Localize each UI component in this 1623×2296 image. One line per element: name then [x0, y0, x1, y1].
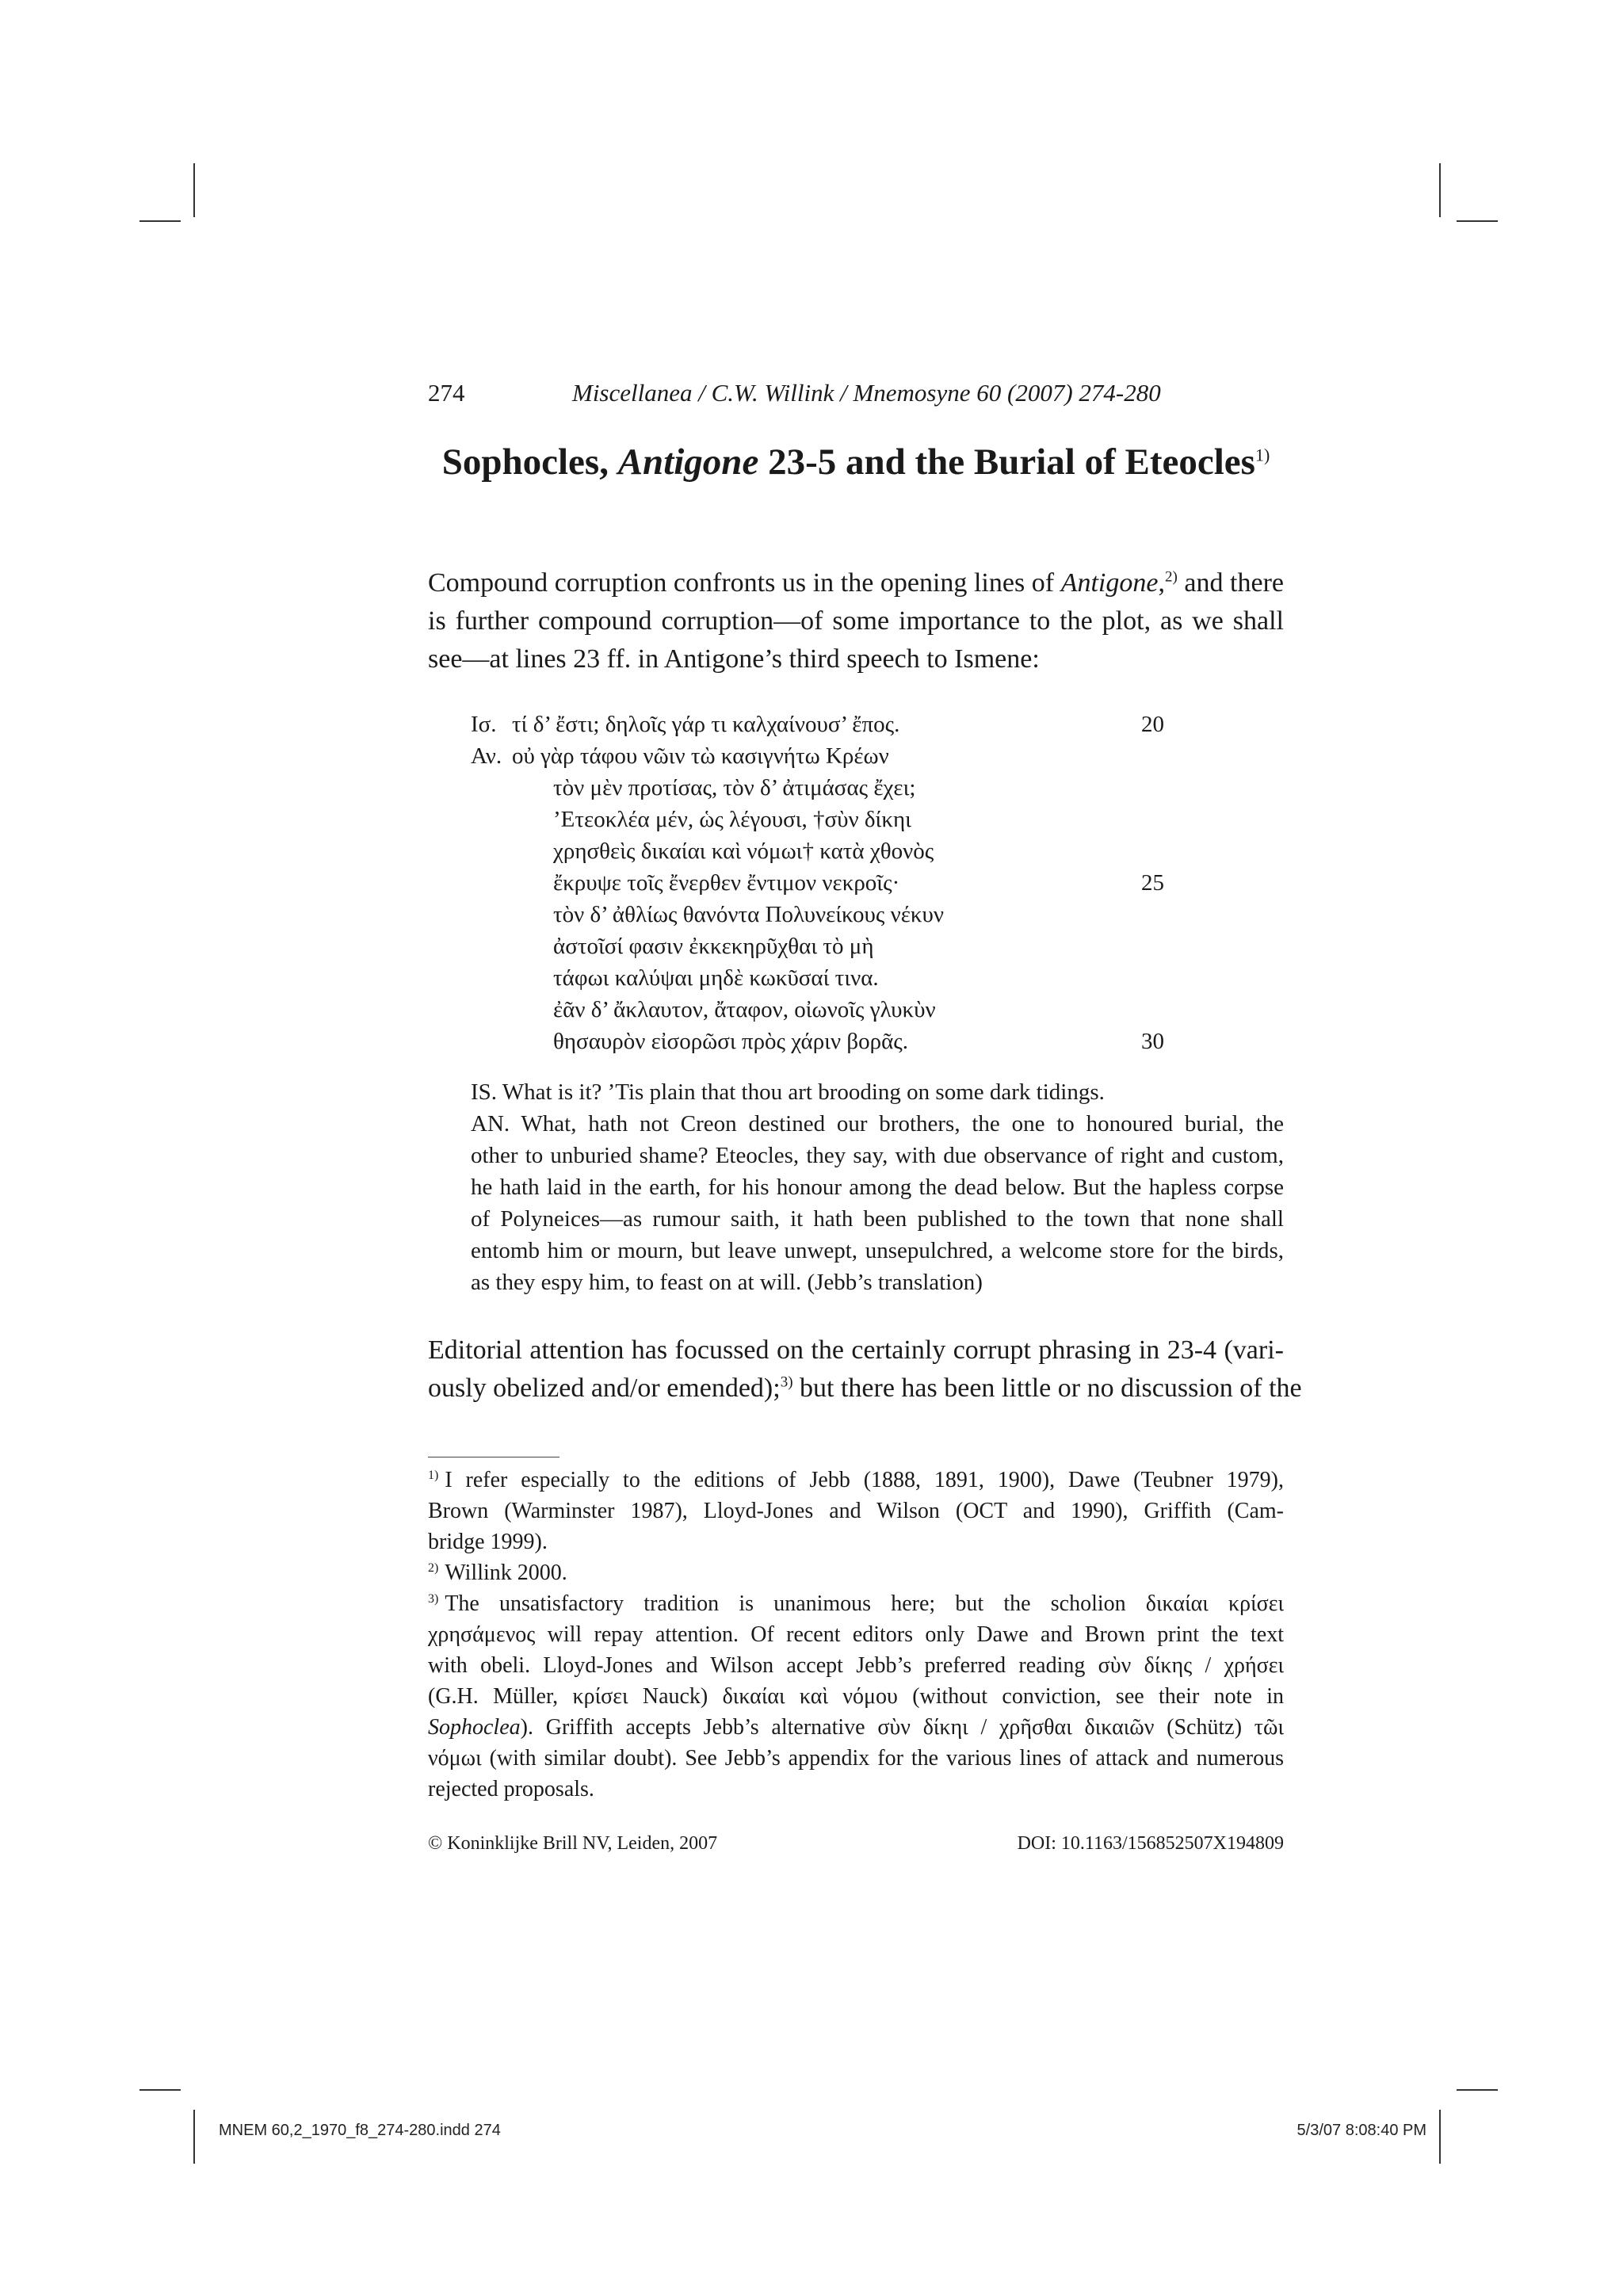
body-paragraph — [428, 1331, 1302, 1408]
footnote-ref[interactable]: 2) — [1164, 568, 1178, 586]
print-slug-file: MNEM 60,2_1970_f8_274-280.indd 274 — [219, 2122, 501, 2139]
speaker-label: Αν. — [471, 743, 502, 769]
footnote-ref[interactable]: 3) — [780, 1373, 793, 1391]
text-span: , — [1158, 568, 1165, 598]
translation-block — [471, 1076, 1284, 1298]
crop-mark — [1439, 2110, 1441, 2164]
footnote-mark: 2) — [428, 1561, 439, 1575]
line-number: 25 — [1141, 870, 1164, 896]
translation-line: entomb him or mourn, but leave unwept, unsepulchred, a welcome store for the birds, — [471, 1238, 1284, 1263]
crop-mark — [139, 2089, 181, 2091]
footnote-ref[interactable]: 1) — [1254, 445, 1270, 465]
text-span: I refer especially to the editions of Jebb (1888, 1891, 1900), Dawe (Teubner 1979), — [445, 1468, 1284, 1492]
line-number: 20 — [1141, 712, 1164, 737]
footnote-3 — [428, 1588, 1284, 1805]
text-line — [428, 564, 1284, 602]
footnote-line: χρησάμενος will repay attention. Of recent editors only Dawe and Brown print the text — [428, 1622, 1284, 1647]
crop-mark — [193, 2110, 195, 2164]
greek-line — [471, 712, 1164, 743]
footnote-line: bridge 1999). — [428, 1530, 548, 1554]
text-span: ously obelized and/or emended); — [428, 1373, 781, 1403]
title-suffix: 23-5 and the Burial of Eteocles — [758, 441, 1255, 483]
greek-line — [471, 997, 936, 1029]
verse-text: ἔκρυψε τοῖς ἔνερθεν ἔντιμον νεκροῖς· — [553, 870, 900, 896]
italic-span: Sophoclea — [428, 1715, 521, 1740]
crop-mark — [1439, 163, 1441, 217]
greek-line — [471, 743, 889, 775]
text-span: but there has been little or no discussion of the — [792, 1373, 1302, 1403]
verse-text: ’Ετεοκλέα μέν, ὡς λέγουσι, †σὺν δίκηι — [553, 807, 911, 832]
translation-line: of Polyneices—as rumour saith, it hath been published to the town that none shall — [471, 1206, 1284, 1232]
footnote-line: Brown (Warminster 1987), Lloyd-Jones and Wilson (OCT and 1990), Griffith (Cam- — [428, 1499, 1284, 1523]
greek-line — [471, 839, 934, 870]
text-line: Editorial attention has focussed on the certainly corrupt phrasing in 23-4 (vari- — [428, 1335, 1284, 1365]
text-span: Willink 2000. — [445, 1561, 567, 1585]
text-span: ). Griffith accepts Jebb’s alternative σὺν δίκηι / χρῆσθαι δικαιῶν (Schütz) τῶι — [520, 1715, 1284, 1740]
crop-mark — [139, 220, 181, 222]
doi: DOI: 10.1163/156852507X194809 — [1017, 1833, 1284, 1854]
crop-mark — [1457, 220, 1498, 222]
speaker-label: Ισ. — [471, 712, 497, 737]
crop-mark — [193, 163, 195, 217]
translation-line: other to unburied shame? Eteocles, they say, with due observance of right and custom, — [471, 1143, 1284, 1168]
text-span: The unsatisfactory tradition is unanimous here; but the scholion δικαίαι κρίσει — [445, 1591, 1284, 1616]
text-line: see—at lines 23 ff. in Antigone’s third speech to Ismene: — [428, 644, 1040, 674]
verse-text: τάφωι καλύψαι μηδὲ κωκῦσαί τινα. — [553, 965, 879, 991]
page-number: 274 — [428, 379, 465, 407]
translation-line: IS. What is it? ’Tis plain that thou art brooding on some dark tidings. — [471, 1079, 1105, 1105]
copyright: © Koninklijke Brill NV, Leiden, 2007 — [428, 1833, 718, 1854]
crop-mark — [1457, 2089, 1498, 2091]
footnote-line: with obeli. Lloyd-Jones and Wilson accept Jebb’s preferred reading σὺν δίκης / χρήσει — [428, 1653, 1284, 1678]
title-italic: Antigone — [617, 441, 759, 483]
translation-line: as they espy him, to feast on at will. (Jebb’s translation) — [471, 1270, 983, 1295]
verse-text: ἐᾶν δ’ ἄκλαυτον, ἄταφον, οἰωνοῖς γλυκὺν — [553, 997, 936, 1022]
greek-line — [471, 775, 915, 807]
verse-text: οὐ γὰρ τάφου νῶιν τὼ κασιγνήτω Κρέων — [512, 743, 889, 769]
footnote-line — [428, 1557, 1284, 1588]
footnote-line — [428, 1588, 1284, 1619]
line-number: 30 — [1141, 1029, 1164, 1054]
italic-span: Antigone — [1060, 568, 1159, 598]
footnote-1 — [428, 1465, 1284, 1557]
footnote-mark: 3) — [428, 1591, 439, 1606]
verse-text: τὸν δ’ ἀθλίως θανόντα Πολυνείκους νέκυν — [553, 902, 944, 927]
footnote-line: νόμωι (with similar doubt). See Jebb’s appendix for the various lines of attack and numerous — [428, 1746, 1284, 1771]
footnote-mark: 1) — [428, 1468, 439, 1482]
text-span: Compound corruption confronts us in the opening lines of — [428, 568, 1061, 598]
title-prefix: Sophocles, — [441, 441, 618, 483]
greek-line — [471, 934, 874, 965]
text-span: and there — [1177, 568, 1284, 598]
verse-text: χρησθεὶς δικαίαι καὶ νόμωι† κατὰ χθονὸς — [553, 839, 934, 864]
greek-line — [471, 965, 879, 997]
print-slug-timestamp: 5/3/07 8:08:40 PM — [1296, 2122, 1426, 2139]
verse-text: θησαυρὸν εἰσορῶσι πρὸς χάριν βορᾶς. — [553, 1029, 908, 1054]
article-title — [428, 441, 1284, 483]
footnote-2 — [428, 1557, 1284, 1588]
intro-paragraph — [428, 564, 1284, 678]
text-line — [428, 1370, 1302, 1408]
footnote-line — [428, 1712, 1284, 1743]
greek-line — [471, 807, 911, 839]
footnote-line — [428, 1465, 1284, 1496]
translation-line: he hath laid in the earth, for his honour among the dead below. But the hapless corpse — [471, 1175, 1284, 1200]
footnote-line: (G.H. Müller, κρίσει Nauck) δικαίαι καὶ νόμου (without conviction, see their note in — [428, 1684, 1284, 1709]
greek-line — [471, 870, 1164, 902]
greek-line — [471, 1029, 1164, 1060]
verse-text: τὸν μὲν προτίσας, τὸν δ’ ἀτιμάσας ἔχει; — [553, 775, 916, 800]
text-line: is further compound corruption—of some importance to the plot, as we shall — [428, 606, 1284, 636]
running-head: Miscellanea / C.W. Willink / Mnemosyne 60 (2007) 274-280 — [572, 379, 1161, 407]
translation-line: AN. What, hath not Creon destined our brothers, the one to honoured burial, the — [471, 1111, 1284, 1137]
greek-line — [471, 902, 944, 934]
footnotes — [428, 1465, 1284, 1805]
verse-text: ἀστοῖσί φασιν ἐκκεκηρῦχθαι τὸ μὴ — [553, 934, 874, 959]
verse-text: τί δ’ ἔστι; δηλοῖς γάρ τι καλχαίνουσ’ ἔπος. — [512, 712, 900, 737]
footnote-line: rejected proposals. — [428, 1777, 594, 1801]
